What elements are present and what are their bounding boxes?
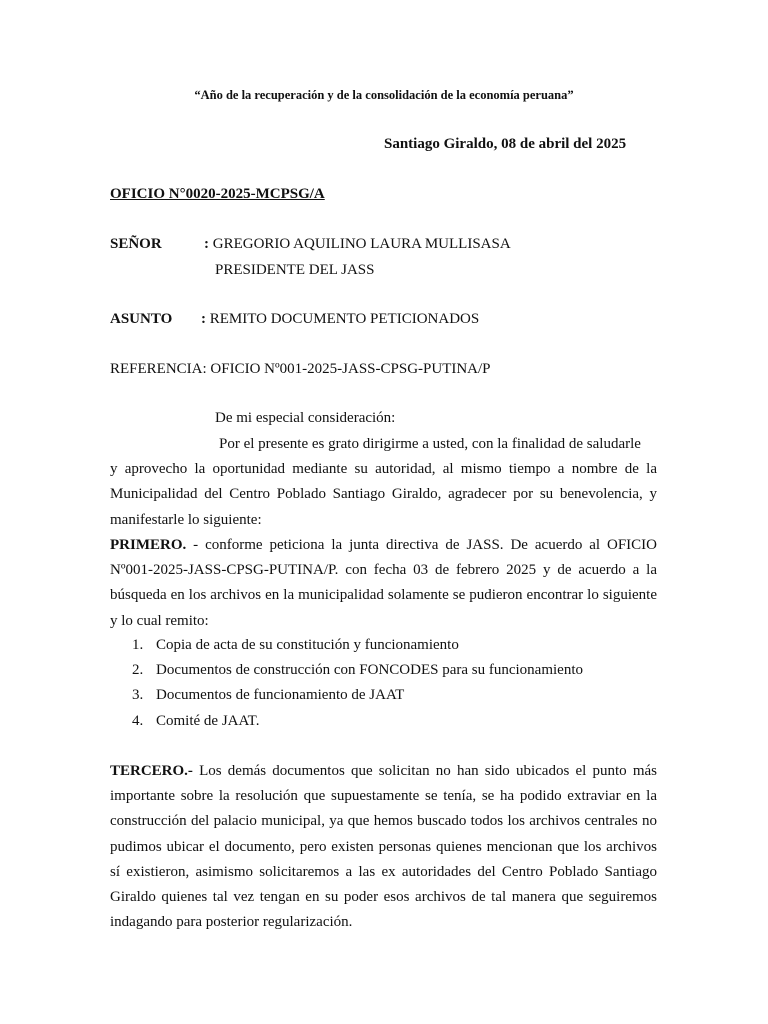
place-date: Santiago Giraldo, 08 de abril del 2025: [384, 136, 627, 152]
referencia: REFERENCIA: OFICIO Nº001-2025-JASS-CPSG-PUTINA/P: [110, 361, 491, 377]
senor-value: [204, 236, 511, 253]
list-item-number: 1.: [132, 637, 144, 653]
recipient-name: GREGORIO AQUILINO LAURA MULLISASA: [212, 236, 511, 252]
salutation: De mi especial consideración:: [215, 410, 396, 426]
list-item-number: 2.: [132, 662, 144, 679]
intro-paragraph: [110, 432, 657, 533]
intro-first-line: Por el presente es grato dirigirme a usted, con la finalidad de saludarle: [219, 436, 641, 452]
tercero-label: TERCERO.-: [110, 763, 193, 779]
list-item-text: Comité de JAAT.: [156, 712, 260, 729]
list-item-number: 4.: [132, 712, 144, 729]
list-item-number: 3.: [132, 687, 144, 704]
primero-label: PRIMERO.: [110, 537, 187, 553]
oficio-number: OFICIO N°0020-2025-MCPSG/A: [110, 186, 325, 202]
recipient-title: PRESIDENTE DEL JASS: [215, 262, 375, 278]
tercero-text: Los demás documentos que solicitan no han sido ubicados el punto más importante sobre la resolución que supuestamente se tenía, se ha podido extraviar en la construcción del palacio municipal, ya que hemos buscado todos los archivos centrales no pudimos ubicar el documento, pero existen personas quienes mencionan que los archivos sí existieron, asimismo solicitaremos a las ex autoridades del Centro Poblado Santiago Giraldo quienes tal vez tengan en su poder esos archivos de tal manera que seguiremos indagando para posterior regularización.: [110, 763, 657, 931]
asunto-text: REMITO DOCUMENTO PETICIONADOS: [209, 311, 480, 327]
list-item-text: Documentos de funcionamiento de JAAT: [156, 687, 405, 704]
asunto-value: [201, 311, 479, 328]
list-item: [110, 633, 657, 658]
senor-colon: :: [204, 236, 209, 252]
intro-rest: y aprovecho la oportunidad mediante su autoridad, al mismo tiempo a nombre de la Municipalidad del Centro Poblado Santiago Giraldo, agradecer por su benevolencia, y manifestarle lo siguiente:: [110, 461, 657, 528]
tercero-paragraph: [110, 759, 657, 935]
asunto-colon: :: [201, 311, 206, 327]
list-item: [110, 683, 657, 708]
primero-text: - conforme peticiona la junta directiva de JASS. De acuerdo al OFICIO Nº001-2025-JASS-CPSG-PUTINA/P. con fecha 03 de febrero 2025 y de acuerdo a la búsqueda en los archivos en la municipalidad solamente se pudieron encontrar lo siguiente y lo cual remito:: [110, 537, 657, 629]
asunto-label: ASUNTO: [110, 311, 173, 327]
list-item-text: Copia de acta de su constitución y funcionamiento: [156, 637, 459, 653]
list-item: [110, 709, 657, 734]
list-item: [110, 658, 657, 683]
list-item-text: Documentos de construcción con FONCODES para su funcionamiento: [156, 662, 583, 679]
senor-label: SEÑOR: [110, 236, 162, 252]
year-motto: “Año de la recuperación y de la consolidación de la economía peruana”: [194, 88, 574, 102]
primero-paragraph: [110, 533, 657, 634]
documents-list: [110, 633, 657, 734]
